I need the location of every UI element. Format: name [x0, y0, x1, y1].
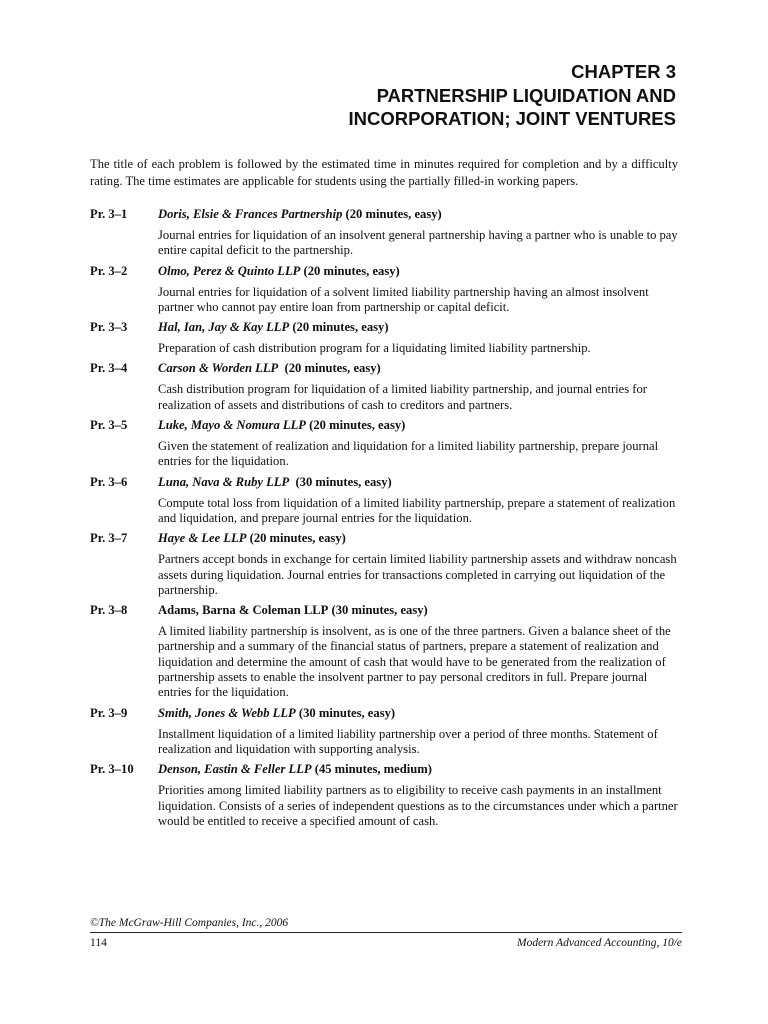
- chapter-title-line-1: PARTNERSHIP LIQUIDATION AND: [376, 84, 676, 106]
- problem-item: [90, 530, 678, 598]
- problem-title: [90, 602, 678, 618]
- problem-title: [90, 360, 678, 376]
- intro-paragraph: The title of each problem is followed by the estimated time in minutes required for completion and by a difficulty rating. The time estimates are applicable for students using the partially filled-in working papers.: [90, 157, 678, 188]
- problem-name: Haye & Lee LLP: [158, 531, 247, 546]
- problem-list: [90, 206, 678, 833]
- problem-description: Installment liquidation of a limited liability partnership over a period of three months. Statement of realization and liquidation with supporting analysis.: [158, 726, 658, 756]
- problem-item: [90, 263, 678, 316]
- problem-time-difficulty: (45 minutes, medium): [314, 762, 432, 777]
- problem-item: [90, 360, 678, 413]
- problem-heading-text: [158, 602, 428, 618]
- chapter-heading: [348, 60, 676, 131]
- problem-description: Journal entries for liquidation of an insolvent general partnership having a partner who is unable to pay entire capital deficit to the partnership.: [158, 228, 678, 258]
- problem-item: [90, 602, 678, 700]
- problem-name: Doris, Elsie & Frances Partnership: [158, 207, 343, 221]
- problem-time-difficulty: (20 minutes, easy): [281, 361, 381, 376]
- problem-number: Pr. 3–6: [90, 474, 128, 489]
- problem-number: Pr. 3–1: [90, 207, 128, 221]
- book-title: Modern Advanced Accounting, 10/e: [516, 937, 682, 949]
- problem-description: Partners accept bonds in exchange for certain limited liability partnership assets and withdraw noncash assets during liquidation. Journal entries for transactions completed in carrying out liquidation of the partnership.: [158, 552, 677, 597]
- problem-heading-text: [158, 360, 381, 376]
- problem-name: Smith, Jones & Webb LLP: [158, 705, 296, 720]
- problem-item: [90, 417, 678, 470]
- problem-heading-text: [158, 705, 395, 721]
- problem-heading-text: [158, 474, 392, 490]
- problem-description: Given the statement of realization and liquidation for a limited liability partnership, prepare journal entries for the liquidation.: [158, 439, 659, 469]
- problem-description: Cash distribution program for liquidation of a limited liability partnership, and journal entries for realization of assets and distributions of cash to creditors and partners.: [158, 382, 647, 412]
- problem-name: Hal, Ian, Jay & Kay LLP: [158, 320, 290, 335]
- problem-name: Luna, Nava & Ruby LLP: [158, 474, 290, 489]
- problem-description: Journal entries for liquidation of a solvent limited liability partnership having an almost insolvent partner who cannot pay entire loan from partnership or capital deficit.: [158, 284, 649, 314]
- problem-heading-text: [158, 319, 389, 335]
- problem-title: [90, 530, 678, 546]
- problem-item: [90, 761, 678, 829]
- problem-title: [90, 474, 678, 490]
- problem-time-difficulty: (20 minutes, easy): [303, 263, 400, 278]
- problem-description: Preparation of cash distribution program for a liquidating limited liability partnership.: [158, 341, 591, 356]
- problem-time-difficulty: (30 minutes, easy): [292, 474, 392, 489]
- problem-time-difficulty: (20 minutes, easy): [292, 320, 389, 335]
- problem-time-difficulty: (20 minutes, easy): [309, 418, 406, 433]
- problem-description: Priorities among limited liability partners as to eligibility to receive cash payments in an installment liquidation. Consists of a series of independent questions as to the circumstances under which a partner would be entitled to receive a specified amount of cash.: [158, 783, 678, 828]
- problem-number: Pr. 3–3: [90, 320, 128, 335]
- problem-title: [90, 206, 678, 222]
- problem-title: [90, 705, 678, 721]
- problem-name: Carson & Worden LLP: [158, 361, 279, 376]
- problem-item: [90, 705, 678, 758]
- problem-time-difficulty: (30 minutes, easy): [331, 603, 428, 618]
- problem-number: Pr. 3–7: [90, 531, 128, 546]
- problem-title: [90, 761, 678, 777]
- problem-heading-text: [158, 206, 442, 222]
- problem-number: Pr. 3–4: [90, 361, 128, 376]
- problem-number: Pr. 3–5: [90, 418, 128, 433]
- problem-name: Adams, Barna & Coleman LLP: [158, 603, 329, 618]
- problem-heading-text: [158, 530, 346, 546]
- problem-time-difficulty: (30 minutes, easy): [298, 705, 396, 720]
- copyright-notice: ©The McGraw-Hill Companies, Inc., 2006: [90, 917, 289, 929]
- problem-number: Pr. 3–8: [90, 603, 128, 618]
- page-number: 114: [90, 937, 107, 949]
- problem-item: [90, 474, 678, 527]
- problem-number: Pr. 3–2: [90, 263, 128, 278]
- problem-description: Compute total loss from liquidation of a limited liability partnership, prepare a statement of realization and liquidation, and prepare journal entries for the liquidation.: [158, 495, 676, 525]
- problem-title: [90, 417, 678, 433]
- footer-divider: [90, 932, 682, 933]
- problem-number: Pr. 3–10: [90, 762, 134, 777]
- chapter-title-line-2: INCORPORATION; JOINT VENTURES: [348, 108, 676, 129]
- problem-heading-text: [158, 761, 432, 777]
- problem-title: [90, 319, 678, 335]
- problem-heading-text: [158, 263, 400, 279]
- problem-description: A limited liability partnership is insolvent, as is one of the three partners. Given a balance sheet of the partnership and a summary of the financial status of partners, prepare a statement of realization and liquidation and determine the amount of cash that would have to be generated from the realization of partnership assets to enable the insolvent partner to pay personal creditors in full. Prepare journal entries for the liquidation.: [158, 624, 671, 700]
- problem-heading-text: [158, 417, 405, 433]
- problem-name: Luke, Mayo & Nomura LLP: [158, 418, 306, 433]
- problem-item: [90, 206, 678, 259]
- chapter-number: CHAPTER 3: [571, 61, 676, 82]
- problem-time-difficulty: (20 minutes, easy): [249, 531, 346, 546]
- problem-item: [90, 319, 678, 356]
- problem-time-difficulty: (20 minutes, easy): [345, 207, 442, 221]
- problem-number: Pr. 3–9: [90, 705, 128, 720]
- problem-name: Olmo, Perez & Quinto LLP: [158, 263, 301, 278]
- problem-title: [90, 263, 678, 279]
- problem-name: Denson, Eastin & Feller LLP: [158, 762, 312, 777]
